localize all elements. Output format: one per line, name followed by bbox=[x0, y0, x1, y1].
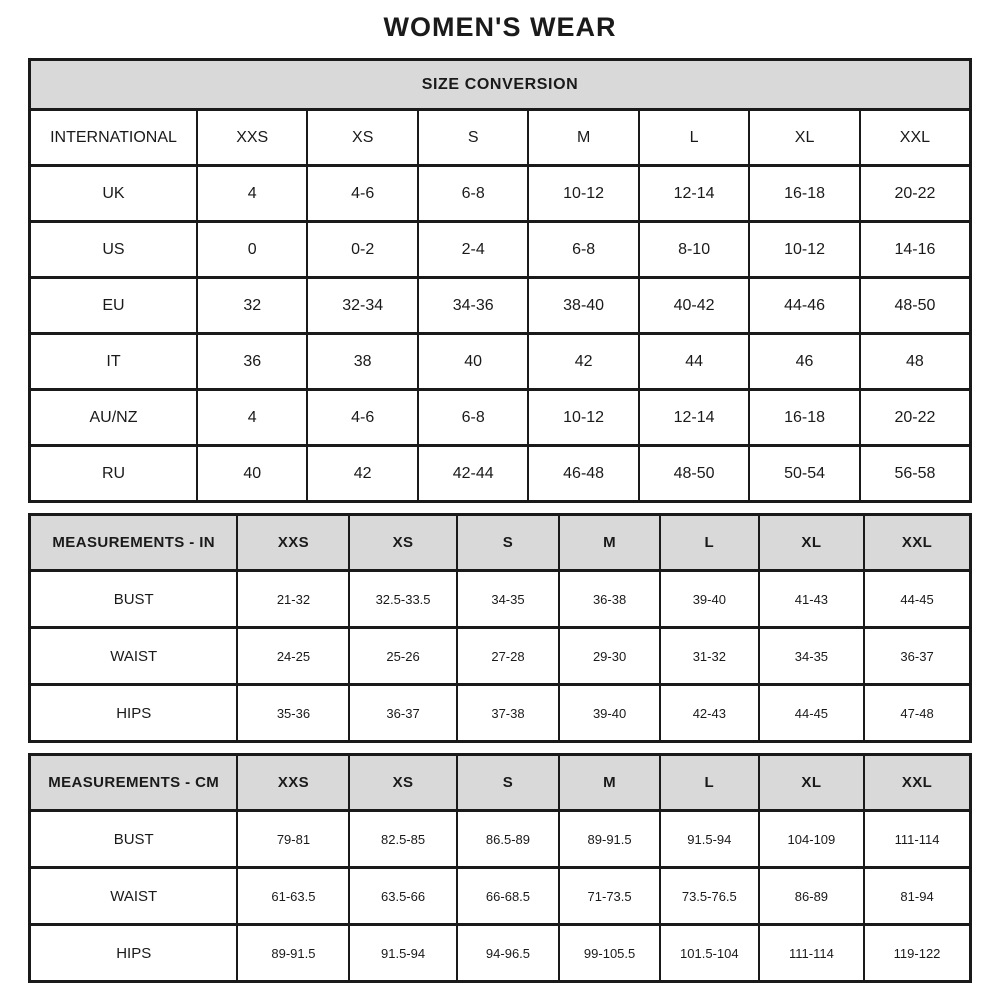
value-cell: 56-58 bbox=[860, 446, 971, 502]
value-cell: 46 bbox=[749, 334, 859, 390]
value-cell: 71-73.5 bbox=[559, 868, 660, 925]
value-cell: 73.5-76.5 bbox=[660, 868, 759, 925]
value-cell: 12-14 bbox=[639, 390, 749, 446]
value-cell: 47-48 bbox=[864, 685, 970, 742]
measurements-cm-heading: MEASUREMENTS - CM bbox=[30, 755, 238, 811]
measurements-in-header-row bbox=[30, 515, 971, 571]
value-cell: 94-96.5 bbox=[457, 925, 560, 982]
size-conversion-table bbox=[28, 58, 972, 503]
size-header-cell: XS bbox=[349, 515, 456, 571]
value-cell: 12-14 bbox=[639, 166, 749, 222]
row-label: IT bbox=[30, 334, 197, 390]
country-size-row bbox=[30, 334, 971, 390]
value-cell: 31-32 bbox=[660, 628, 759, 685]
value-cell: 111-114 bbox=[759, 925, 864, 982]
size-header-cell: XL bbox=[759, 755, 864, 811]
value-cell: 32-34 bbox=[307, 278, 417, 334]
value-cell: 32 bbox=[197, 278, 307, 334]
value-cell: 79-81 bbox=[237, 811, 349, 868]
size-header-cell: L bbox=[660, 755, 759, 811]
country-size-row bbox=[30, 278, 971, 334]
value-cell: 2-4 bbox=[418, 222, 528, 278]
value-cell: 6-8 bbox=[418, 390, 528, 446]
value-cell: 40-42 bbox=[639, 278, 749, 334]
value-cell: 8-10 bbox=[639, 222, 749, 278]
country-size-row bbox=[30, 222, 971, 278]
size-conversion-banner-row bbox=[30, 60, 971, 110]
value-cell: 14-16 bbox=[860, 222, 971, 278]
country-size-row bbox=[30, 446, 971, 502]
size-header-cell: XS bbox=[349, 755, 456, 811]
value-cell: 82.5-85 bbox=[349, 811, 456, 868]
value-cell: 40 bbox=[197, 446, 307, 502]
value-cell: 44-45 bbox=[759, 685, 864, 742]
size-header-cell: L bbox=[660, 515, 759, 571]
size-label-cell: XXS bbox=[197, 110, 307, 166]
value-cell: 91.5-94 bbox=[660, 811, 759, 868]
value-cell: 24-25 bbox=[237, 628, 349, 685]
row-label: HIPS bbox=[30, 925, 238, 982]
size-header-cell: S bbox=[457, 755, 560, 811]
value-cell: 21-32 bbox=[237, 571, 349, 628]
row-label: BUST bbox=[30, 811, 238, 868]
value-cell: 50-54 bbox=[749, 446, 859, 502]
size-label-cell: XXL bbox=[860, 110, 971, 166]
page-title: WOMEN'S WEAR bbox=[383, 12, 617, 42]
value-cell: 42-43 bbox=[660, 685, 759, 742]
value-cell: 48-50 bbox=[860, 278, 971, 334]
size-header-cell: XXS bbox=[237, 755, 349, 811]
value-cell: 25-26 bbox=[349, 628, 456, 685]
value-cell: 86-89 bbox=[759, 868, 864, 925]
value-cell: 38-40 bbox=[528, 278, 638, 334]
value-cell: 16-18 bbox=[749, 166, 859, 222]
row-label: BUST bbox=[30, 571, 238, 628]
value-cell: 81-94 bbox=[864, 868, 970, 925]
value-cell: 6-8 bbox=[418, 166, 528, 222]
value-cell: 4 bbox=[197, 390, 307, 446]
size-label-cell: XS bbox=[307, 110, 417, 166]
row-label: UK bbox=[30, 166, 197, 222]
value-cell: 42-44 bbox=[418, 446, 528, 502]
row-label: WAIST bbox=[30, 868, 238, 925]
size-label-cell: XL bbox=[749, 110, 859, 166]
value-cell: 89-91.5 bbox=[559, 811, 660, 868]
value-cell: 61-63.5 bbox=[237, 868, 349, 925]
value-cell: 44-45 bbox=[864, 571, 970, 628]
value-cell: 10-12 bbox=[528, 390, 638, 446]
value-cell: 42 bbox=[307, 446, 417, 502]
value-cell: 35-36 bbox=[237, 685, 349, 742]
value-cell: 119-122 bbox=[864, 925, 970, 982]
size-label-cell: S bbox=[418, 110, 528, 166]
measurements-cm-header-row bbox=[30, 755, 971, 811]
value-cell: 44 bbox=[639, 334, 749, 390]
value-cell: 6-8 bbox=[528, 222, 638, 278]
measurement-in-row bbox=[30, 685, 971, 742]
value-cell: 104-109 bbox=[759, 811, 864, 868]
value-cell: 36 bbox=[197, 334, 307, 390]
value-cell: 4-6 bbox=[307, 166, 417, 222]
country-size-row bbox=[30, 390, 971, 446]
row-label: HIPS bbox=[30, 685, 238, 742]
size-conversion-heading: SIZE CONVERSION bbox=[30, 60, 971, 110]
country-size-row bbox=[30, 166, 971, 222]
value-cell: 34-35 bbox=[457, 571, 560, 628]
size-header-cell: S bbox=[457, 515, 560, 571]
row-label: US bbox=[30, 222, 197, 278]
row-label: RU bbox=[30, 446, 197, 502]
value-cell: 86.5-89 bbox=[457, 811, 560, 868]
size-label-cell: M bbox=[528, 110, 638, 166]
international-sizes-row bbox=[30, 110, 971, 166]
measurement-cm-row bbox=[30, 811, 971, 868]
measurements-in-table bbox=[28, 513, 972, 743]
size-header-cell: XL bbox=[759, 515, 864, 571]
value-cell: 46-48 bbox=[528, 446, 638, 502]
value-cell: 42 bbox=[528, 334, 638, 390]
measurement-in-row bbox=[30, 628, 971, 685]
value-cell: 89-91.5 bbox=[237, 925, 349, 982]
size-label-cell: L bbox=[639, 110, 749, 166]
value-cell: 91.5-94 bbox=[349, 925, 456, 982]
value-cell: 44-46 bbox=[749, 278, 859, 334]
size-header-cell: XXL bbox=[864, 755, 970, 811]
value-cell: 40 bbox=[418, 334, 528, 390]
value-cell: 36-38 bbox=[559, 571, 660, 628]
value-cell: 38 bbox=[307, 334, 417, 390]
value-cell: 37-38 bbox=[457, 685, 560, 742]
value-cell: 20-22 bbox=[860, 166, 971, 222]
value-cell: 48-50 bbox=[639, 446, 749, 502]
value-cell: 39-40 bbox=[559, 685, 660, 742]
row-label: AU/NZ bbox=[30, 390, 197, 446]
value-cell: 36-37 bbox=[349, 685, 456, 742]
value-cell: 101.5-104 bbox=[660, 925, 759, 982]
value-cell: 36-37 bbox=[864, 628, 970, 685]
value-cell: 20-22 bbox=[860, 390, 971, 446]
value-cell: 4-6 bbox=[307, 390, 417, 446]
value-cell: 32.5-33.5 bbox=[349, 571, 456, 628]
value-cell: 34-35 bbox=[759, 628, 864, 685]
value-cell: 0-2 bbox=[307, 222, 417, 278]
value-cell: 29-30 bbox=[559, 628, 660, 685]
value-cell: 10-12 bbox=[528, 166, 638, 222]
size-header-cell: M bbox=[559, 515, 660, 571]
value-cell: 48 bbox=[860, 334, 971, 390]
measurement-cm-row bbox=[30, 925, 971, 982]
value-cell: 63.5-66 bbox=[349, 868, 456, 925]
measurements-cm-table bbox=[28, 753, 972, 983]
size-header-cell: XXL bbox=[864, 515, 970, 571]
row-label: WAIST bbox=[30, 628, 238, 685]
size-header-cell: XXS bbox=[237, 515, 349, 571]
value-cell: 4 bbox=[197, 166, 307, 222]
value-cell: 39-40 bbox=[660, 571, 759, 628]
size-header-cell: M bbox=[559, 755, 660, 811]
value-cell: 34-36 bbox=[418, 278, 528, 334]
measurements-in-heading: MEASUREMENTS - IN bbox=[30, 515, 238, 571]
international-label: INTERNATIONAL bbox=[30, 110, 197, 166]
value-cell: 111-114 bbox=[864, 811, 970, 868]
value-cell: 66-68.5 bbox=[457, 868, 560, 925]
row-label: EU bbox=[30, 278, 197, 334]
measurement-in-row bbox=[30, 571, 971, 628]
value-cell: 0 bbox=[197, 222, 307, 278]
measurement-cm-row bbox=[30, 868, 971, 925]
value-cell: 27-28 bbox=[457, 628, 560, 685]
value-cell: 10-12 bbox=[749, 222, 859, 278]
value-cell: 16-18 bbox=[749, 390, 859, 446]
value-cell: 41-43 bbox=[759, 571, 864, 628]
value-cell: 99-105.5 bbox=[559, 925, 660, 982]
